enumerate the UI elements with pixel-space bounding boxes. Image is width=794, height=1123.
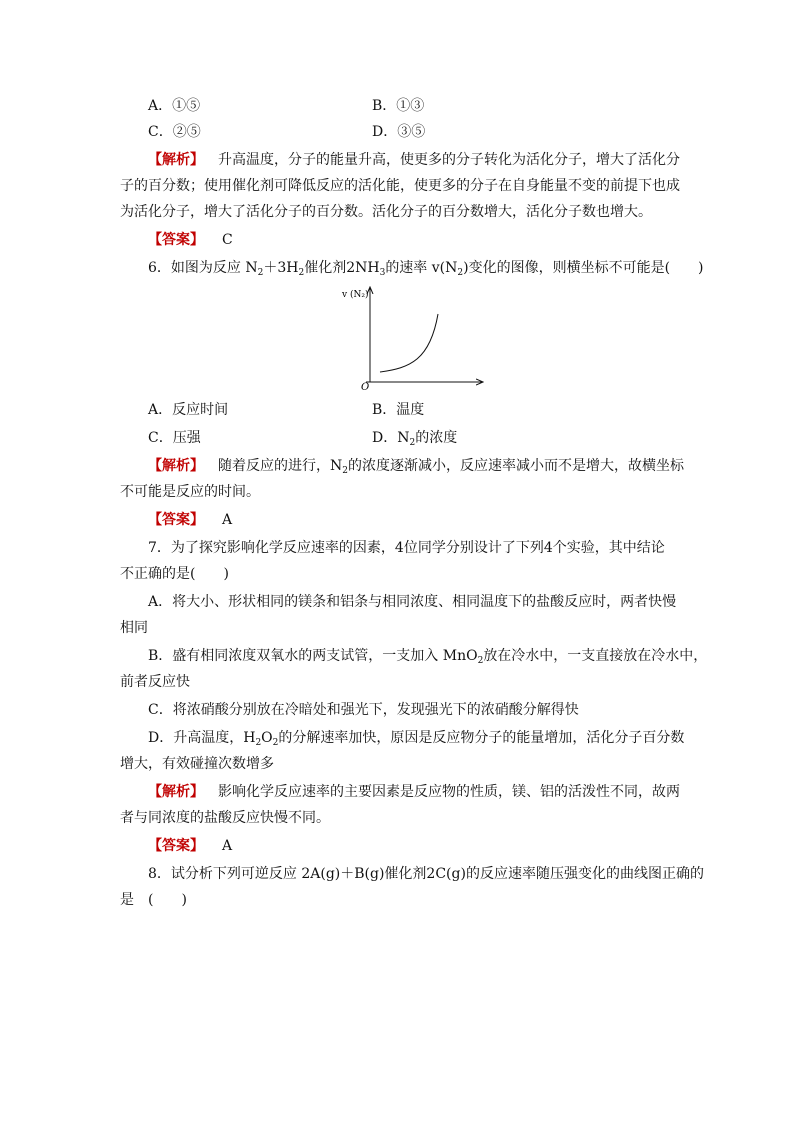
q8-stem: 是 ( ): [120, 892, 187, 908]
q7-option-a: A．将大小、形状相同的镁条和铝条与相同浓度、相同温度下的盐酸反应时，两者快慢: [148, 594, 677, 610]
answer-tag: 【答案】: [148, 232, 204, 248]
q7-option-c: C．将浓硝酸分别放在冷暗处和强光下，发现强光下的浓硝酸分解得快: [148, 702, 579, 718]
analysis-tag: 【解析】: [148, 152, 204, 168]
q6-option-d: D．$N_2$的浓度: [372, 430, 458, 448]
q6-option-a: A．反应时间: [148, 402, 229, 418]
origin-label: O: [361, 382, 370, 392]
q8-stem: 8．试分析下列可逆反应 2A(g)＋B(g)催化剂2C(g)的反应速率随压强变化的曲线图正确的: [148, 866, 704, 882]
analysis-tag: 【解析】: [148, 458, 204, 474]
q6-analysis-line: 【解析】 随着反应的进行，$N_2$的浓度逐渐减小，反应速率减小而不是增大，故横坐标: [148, 458, 684, 476]
q6-option-c: C．压强: [148, 430, 201, 446]
answer-tag: 【答案】: [148, 512, 204, 528]
q7-stem: 不正确的是( ): [120, 566, 229, 582]
q6-answer: 【答案】 A: [148, 512, 233, 528]
q7-option-b: B．盛有相同浓度双氧水的两支试管，一支加入 MnO$_2$放在冷水中，一支直接放在冷水中，: [148, 648, 708, 666]
q7-option-d: D．升高温度，$H_2O_2$的分解速率加快，原因是反应物分子的能量增加，活化分子百分数: [148, 730, 685, 748]
q5-analysis-line: 为活化分子，增大了活化分子的百分数。活化分子的百分数增大，活化分子数也增大。: [120, 204, 652, 220]
rate-curve-graph: [330, 282, 490, 392]
answer-tag: 【答案】: [148, 838, 204, 854]
q6-stem: 6．如图为反应 $N_2+3H_2$催化剂$2NH_3$的速率 $v(N_2)$变化的图像，则横坐标不可能是( ): [148, 260, 704, 278]
analysis-tag: 【解析】: [148, 784, 204, 800]
q7-analysis-line: 者与同浓度的盐酸反应快慢不同。: [120, 810, 330, 826]
q5-answer: 【答案】 C: [148, 232, 233, 248]
q7-analysis-line: 【解析】 影响化学反应速率的主要因素是反应物的性质，镁、铝的活泼性不同，故两: [148, 784, 680, 800]
q6-option-b: B．温度: [372, 402, 425, 418]
q7-answer: 【答案】 A: [148, 838, 233, 854]
q5-analysis-line: 子的百分数；使用催化剂可降低反应的活化能，使更多的分子在自身能量不变的前提下也成: [120, 178, 680, 194]
q5-option-a: A．①⑤: [148, 98, 201, 114]
q5-option-c: C．②⑤: [148, 124, 201, 140]
q7-option-b: 前者反应快: [120, 674, 190, 690]
rate-curve: [380, 314, 438, 372]
q7-option-d: 增大，有效碰撞次数增多: [120, 756, 274, 772]
q6-analysis-line: 不可能是反应的时间。: [120, 484, 260, 500]
q7-stem: 7．为了探究影响化学反应速率的因素，4位同学分别设计了下列4个实验，其中结论: [148, 540, 665, 556]
q5-analysis-line: 【解析】 升高温度，分子的能量升高，使更多的分子转化为活化分子，增大了活化分: [148, 152, 680, 168]
q5-option-b: B．①③: [372, 98, 425, 114]
y-axis-label: v (N₂): [342, 290, 369, 300]
q5-option-d: D．③⑤: [372, 124, 426, 140]
q7-option-a: 相同: [120, 620, 148, 636]
